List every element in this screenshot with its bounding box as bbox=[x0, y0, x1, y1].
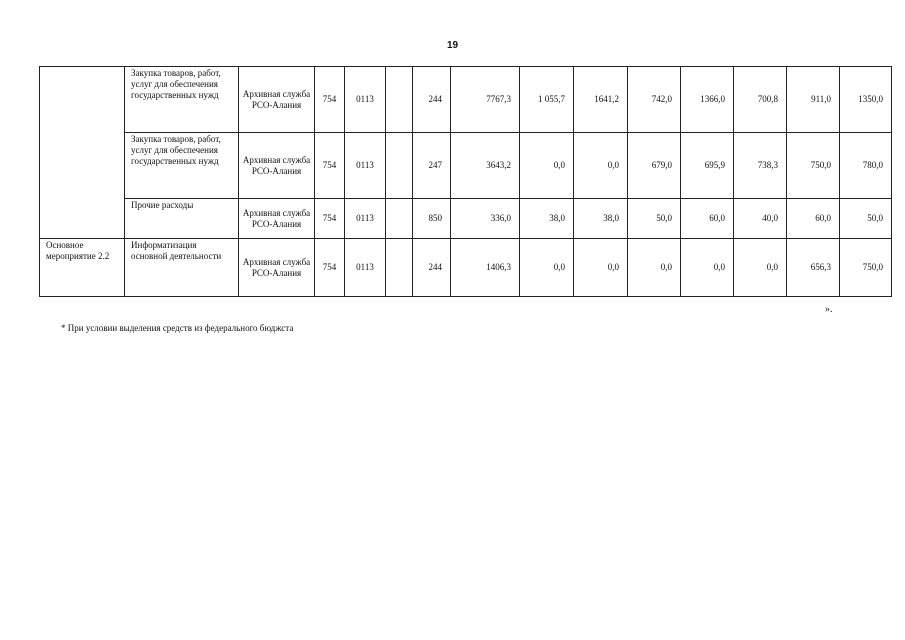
table-row bbox=[40, 133, 892, 199]
table-row bbox=[40, 239, 892, 297]
description-cell: Закупка товаров, работ, услуг для обеспечения государственных нужд bbox=[125, 67, 239, 133]
value-cell: 50,0 bbox=[840, 199, 892, 239]
description-cell: Информатизация основной деятельности bbox=[125, 239, 239, 297]
value-cell: 0,0 bbox=[520, 133, 574, 199]
closing-quote-mark: ». bbox=[825, 304, 833, 315]
rzpr-cell: 0113 bbox=[345, 133, 386, 199]
value-cell: 0,0 bbox=[574, 133, 628, 199]
value-cell: 0,0 bbox=[681, 239, 734, 297]
value-cell: 1366,0 bbox=[681, 67, 734, 133]
value-cell: 1641,2 bbox=[574, 67, 628, 133]
page-number: 19 bbox=[446, 40, 459, 51]
value-cell: 700,8 bbox=[734, 67, 787, 133]
value-cell: 695,9 bbox=[681, 133, 734, 199]
value-cell: 0,0 bbox=[628, 239, 681, 297]
value-cell: 911,0 bbox=[787, 67, 840, 133]
value-cell: 38,0 bbox=[520, 199, 574, 239]
rzpr-cell: 0113 bbox=[345, 239, 386, 297]
value-cell: 738,3 bbox=[734, 133, 787, 199]
value-cell: 0,0 bbox=[734, 239, 787, 297]
table-row bbox=[40, 199, 892, 239]
value-cell: 40,0 bbox=[734, 199, 787, 239]
executor-cell: Архивная служба РСО-Алания bbox=[239, 67, 315, 133]
vr-cell: 247 bbox=[413, 133, 451, 199]
value-cell: 60,0 bbox=[787, 199, 840, 239]
csr-cell bbox=[386, 199, 413, 239]
measure-cell-empty bbox=[40, 67, 125, 239]
vr-cell: 244 bbox=[413, 67, 451, 133]
footnote: * При условии выделения средств из федерального бюджста bbox=[61, 323, 294, 333]
value-cell: 1406,3 bbox=[451, 239, 520, 297]
value-cell: 50,0 bbox=[628, 199, 681, 239]
value-cell: 60,0 bbox=[681, 199, 734, 239]
value-cell: 750,0 bbox=[787, 133, 840, 199]
csr-cell bbox=[386, 133, 413, 199]
value-cell: 336,0 bbox=[451, 199, 520, 239]
executor-cell: Архивная служба РСО-Алания bbox=[239, 239, 315, 297]
executor-cell: Архивная служба РСО-Алания bbox=[239, 133, 315, 199]
value-cell: 742,0 bbox=[628, 67, 681, 133]
grbs-cell: 754 bbox=[315, 67, 345, 133]
value-cell: 1 055,7 bbox=[520, 67, 574, 133]
executor-cell: Архивная служба РСО-Алания bbox=[239, 199, 315, 239]
measure-cell: Основное мероприятие 2.2 bbox=[40, 239, 125, 297]
value-cell: 780,0 bbox=[840, 133, 892, 199]
value-cell: 38,0 bbox=[574, 199, 628, 239]
budget-table bbox=[39, 66, 892, 297]
value-cell: 1350,0 bbox=[840, 67, 892, 133]
description-cell: Закупка товаров, работ, услуг для обеспечения государственных нужд bbox=[125, 133, 239, 199]
value-cell: 750,0 bbox=[840, 239, 892, 297]
table-row bbox=[40, 67, 892, 133]
grbs-cell: 754 bbox=[315, 199, 345, 239]
value-cell: 7767,3 bbox=[451, 67, 520, 133]
value-cell: 0,0 bbox=[520, 239, 574, 297]
vr-cell: 244 bbox=[413, 239, 451, 297]
grbs-cell: 754 bbox=[315, 133, 345, 199]
csr-cell bbox=[386, 239, 413, 297]
vr-cell: 850 bbox=[413, 199, 451, 239]
rzpr-cell: 0113 bbox=[345, 199, 386, 239]
rzpr-cell: 0113 bbox=[345, 67, 386, 133]
value-cell: 656,3 bbox=[787, 239, 840, 297]
value-cell: 679,0 bbox=[628, 133, 681, 199]
csr-cell bbox=[386, 67, 413, 133]
value-cell: 3643,2 bbox=[451, 133, 520, 199]
grbs-cell: 754 bbox=[315, 239, 345, 297]
description-cell: Прочие расходы bbox=[125, 199, 239, 239]
value-cell: 0,0 bbox=[574, 239, 628, 297]
